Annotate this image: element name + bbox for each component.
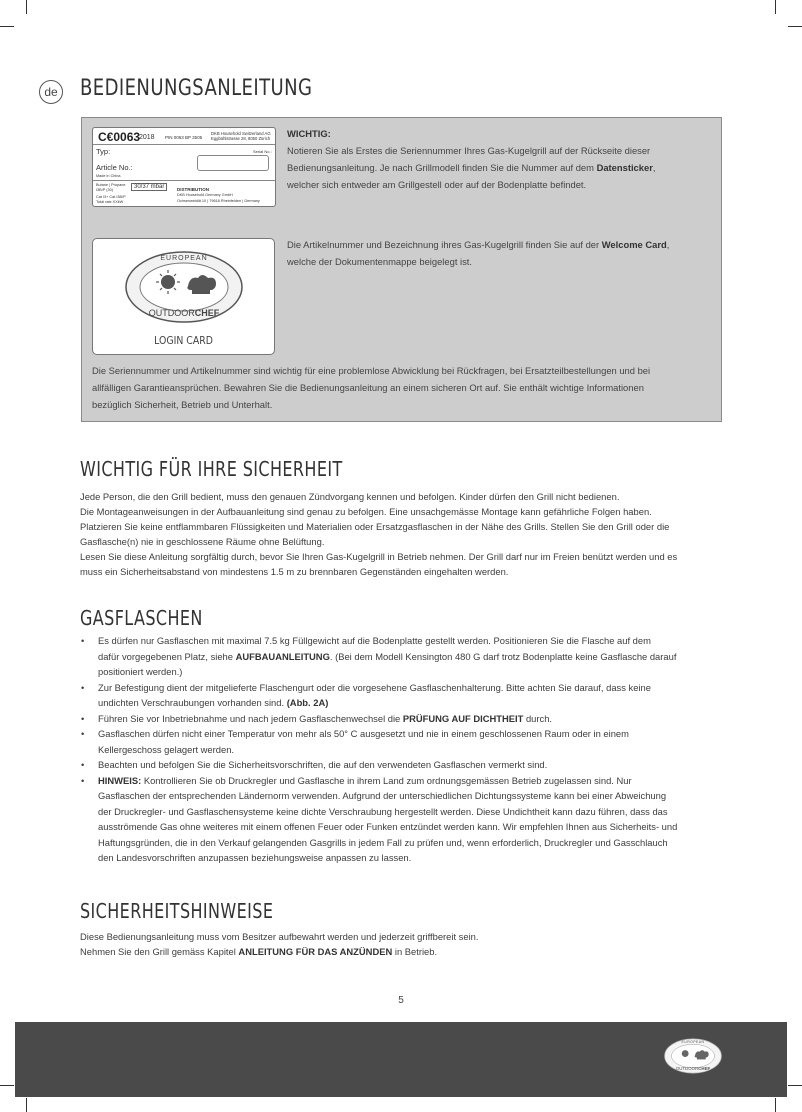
bullet-text: positioniert werden.) xyxy=(98,666,183,677)
hints-text xyxy=(80,929,479,959)
important-text-1 xyxy=(287,125,655,193)
gas-bullet-list xyxy=(80,633,677,866)
ce-mark: C€0063 xyxy=(98,130,141,144)
label-serial: Serial No.: xyxy=(253,149,272,154)
login-brand-top: EUROPEAN xyxy=(160,255,208,262)
hints-line: Nehmen Sie den Grill gemäss Kapitel xyxy=(80,946,239,957)
label-article: Article No.: xyxy=(96,163,133,172)
crop-mark xyxy=(788,26,802,27)
important-line: Die Seriennummer und Artikelnummer sind wichtig für eine problemlose Abwicklung bei Rückfragen, bei Ersatzteilbestellungen und bei xyxy=(92,365,651,376)
important-line: Die Artikelnummer und Bezeichnung ihres Gas-Kugelgrill finden Sie auf der xyxy=(287,239,602,250)
bullet-bold: AUFBAUANLEITUNG xyxy=(235,650,330,662)
label-gas-2: I3B/P (30) xyxy=(96,188,114,192)
important-line: , xyxy=(652,162,656,173)
hints-bold: ANLEITUNG FÜR DAS ANZÜNDEN xyxy=(238,946,393,957)
bullet-text: dafür vorgegebenen Platz, siehe xyxy=(98,650,236,662)
important-bold: Datensticker xyxy=(596,162,653,173)
list-item xyxy=(80,680,677,711)
footer-brand-top: EUROPEAN xyxy=(681,1039,705,1044)
bullet-text: undichten Verschraubungen vorhanden sind. xyxy=(98,697,287,708)
bullet-text: durch. xyxy=(523,712,553,724)
bullet-text: Haftungsgründen, die in den Verkauf gelangenden Gasgrills in jedem Fall zu prüfen und, wenn erforderlich, Druckregler und Gasschlauch xyxy=(98,836,668,848)
important-line: Bedienungsanleitung. Je nach Grillmodell finden Sie die Nummer auf dem xyxy=(287,162,597,173)
section-title-gas: GASFLASCHEN xyxy=(80,606,203,630)
crop-mark xyxy=(788,1085,802,1086)
label-total: Total rate XXkW xyxy=(96,200,124,204)
safety-line: muss ein Sicherheitsabstand von mindestens 1.5 m zu brennbaren Gegenständen eingehalten werden. xyxy=(80,566,509,577)
crop-mark xyxy=(0,26,14,27)
safety-line: Gasflasche(n) nie in geschlossene Räume ohne Belüftung. xyxy=(80,536,325,547)
safety-text xyxy=(80,489,677,579)
important-bold: Welcome Card xyxy=(601,239,667,250)
list-item xyxy=(80,757,677,773)
footer-brand-b: CHEF xyxy=(698,1066,711,1072)
outdoorchef-logo-icon xyxy=(661,1034,725,1078)
important-line: welche der Dokumentenmappe beigelegt ist. xyxy=(287,256,473,267)
bullet-text: den Landesvorschriften anzupassen beziehungsweise anpassen zu lassen. xyxy=(98,852,412,863)
safety-line: Jede Person, die den Grill bedient, muss den genauen Zündvorgang kennen und befolgen. Kinder dürfen den Grill nicht bedienen. xyxy=(80,491,620,502)
label-divider xyxy=(93,180,275,181)
label-gas-1: Butane | Propane xyxy=(96,183,126,187)
language-badge xyxy=(39,80,63,104)
bullet-text: Kellergeschoss gelagert werden. xyxy=(98,743,235,755)
bullet-text: Zur Befestigung dient der mitgelieferte Flaschengurt oder die vorgesehene Gasflaschenhalterung. Bitte achten Sie darauf, dass keine xyxy=(98,681,651,693)
page-number: 5 xyxy=(398,995,404,1006)
bullet-bold: PRÜFUNG AUF DICHTHEIT xyxy=(402,712,524,724)
svg-text:OUTDOORCHEF xyxy=(149,308,220,318)
serial-number-box xyxy=(197,155,269,171)
safety-line: Lesen Sie diese Anleitung sorgfältig durch, bevor Sie Ihren Gas-Kugelgrill in Betrieb nehmen. Der Grill darf nur im Freien benützt werden und es xyxy=(80,551,678,562)
bullet-text: Beachten und befolgen Sie die Sicherheitsvorschriften, die auf den verwendeten Gasflaschen vermerkt sind. xyxy=(98,759,548,770)
label-made-in: Made in China xyxy=(96,174,121,178)
important-text-2 xyxy=(287,236,669,270)
safety-line: Die Montageanweisungen in der Aufbauanleitung sind genau zu befolgen. Eine unsachgemässe Montage kann gefährliche Folgen haben. xyxy=(80,506,652,517)
crop-mark xyxy=(775,1098,776,1112)
login-brand-b: CHEF xyxy=(194,308,220,318)
important-line: welcher sich entweder am Grillgestell oder auf der Bodenplatte befindet. xyxy=(287,179,587,190)
label-pressure: 30/37 mbar xyxy=(131,183,167,191)
list-item xyxy=(80,633,677,680)
hints-line: Diese Bedienungsanleitung muss vom Besitzer aufbewahrt werden und jederzeit griffbereit sein. xyxy=(80,931,479,942)
page-title: BEDIENUNGSANLEITUNG xyxy=(80,76,313,101)
label-company-2: Eggbühlstrasse 28, 8050 Zürich xyxy=(211,136,271,141)
bullet-bold: HINWEIS: xyxy=(98,774,142,786)
important-heading: WICHTIG: xyxy=(287,128,331,139)
bullet-text: ausströmende Gas ohne weiteres mit einem offenen Feuer oder Funken entzündet werden kann. Wir empfehlen Ihnen aus Sicherheits- und xyxy=(98,821,678,832)
bullet-text: Führen Sie vor Inbetriebnahme und nach jedem Gasflaschenwechsel die xyxy=(98,712,403,724)
bullet-text: Gasflaschen dürfen nicht einer Temperatur von mehr als 50° C ausgesetzt und nie in einem geschlossenen Raum oder in einem xyxy=(98,728,629,739)
label-year: 2018 xyxy=(139,134,155,141)
hints-line: in Betrieb. xyxy=(392,946,438,957)
svg-text:OUTDOORCHEF xyxy=(676,1066,711,1071)
label-company-1: DKB Household Switzerland AG xyxy=(211,131,271,136)
crop-mark xyxy=(26,0,27,14)
bullet-text: Es dürfen nur Gasflaschen mit maximal 7.5 kg Füllgewicht auf die Bodenplatte gestellt werden. Positionieren Sie die Flasche auf dem xyxy=(98,635,651,646)
footer-brand-a: OUTDOOR xyxy=(675,1066,699,1072)
bullet-text: der Druckregler- und Gasflaschensysteme keine dichte Verschraubung hergestellt werden. Diese Undichtheit kann dazu führen, dass das xyxy=(98,805,668,817)
login-card xyxy=(92,238,275,355)
crop-mark xyxy=(26,1098,27,1112)
outdoorchef-logo-icon xyxy=(124,242,244,332)
important-line: Notieren Sie als Erstes die Seriennummer Ihres Gas-Kugelgrill auf der Rückseite dieser xyxy=(287,145,651,156)
bullet-text: Kontrollieren Sie ob Druckregler und Gasflasche in ihrem Land zum ordnungsgemässen Betrieb zugelassen sind. Nur xyxy=(141,774,632,786)
label-dist-head: DISTRIBUTION xyxy=(177,187,209,192)
section-title-hints: SICHERHEITSHINWEISE xyxy=(80,899,274,923)
important-text-3 xyxy=(92,362,650,413)
list-item xyxy=(80,711,677,727)
label-divider xyxy=(93,144,275,145)
label-cat: Cat I3+ Cat I3B/P xyxy=(96,195,126,199)
footer-bar xyxy=(15,1022,787,1097)
crop-mark xyxy=(0,1085,14,1086)
label-typ: Typ: xyxy=(96,147,111,156)
crop-mark xyxy=(775,0,776,14)
section-title-safety: WICHTIG FÜR IHRE SICHERHEIT xyxy=(80,457,343,481)
login-card-label: LOGIN CARD xyxy=(154,334,213,347)
label-dist-2: Ochsenweidlä 10 | 79618 Rheinfelden | Germany xyxy=(177,199,260,203)
language-code: de xyxy=(44,85,58,99)
label-pin: PIN 0063 BP 3505 xyxy=(165,135,203,140)
bullet-text: Gasflaschen der entsprechenden Ländernorm verwenden. Aufgrund der unterschiedlichen Dichtungssysteme kann bei einer Abweichung xyxy=(98,790,667,801)
list-item xyxy=(80,773,677,866)
login-brand-a: OUTDOOR xyxy=(148,308,195,318)
bullet-bold: (Abb. 2A) xyxy=(286,697,329,708)
important-line: , xyxy=(666,239,670,250)
safety-line: Platzieren Sie keine entflammbaren Flüssigkeiten und Materialien oder Ersatzgasflaschen in der Nähe des Grills. Stellen Sie den Grill oder die xyxy=(80,521,670,532)
label-dist-1: DKB Household Germany GmbH xyxy=(177,193,233,197)
data-sticker xyxy=(92,127,276,207)
list-item xyxy=(80,726,677,757)
important-line: bezüglich Sicherheit, Betrieb und Unterhalt. xyxy=(92,399,273,410)
important-info-panel xyxy=(81,117,722,422)
important-line: allfälligen Garantieansprüchen. Bewahren Sie die Bedienungsanleitung an einem sicheren Ort auf. Sie enthält wichtige Informationen xyxy=(92,382,644,393)
bullet-text: . (Bei dem Modell Kensington 480 G darf trotz Bodenplatte keine Gasflasche darauf xyxy=(329,650,677,662)
